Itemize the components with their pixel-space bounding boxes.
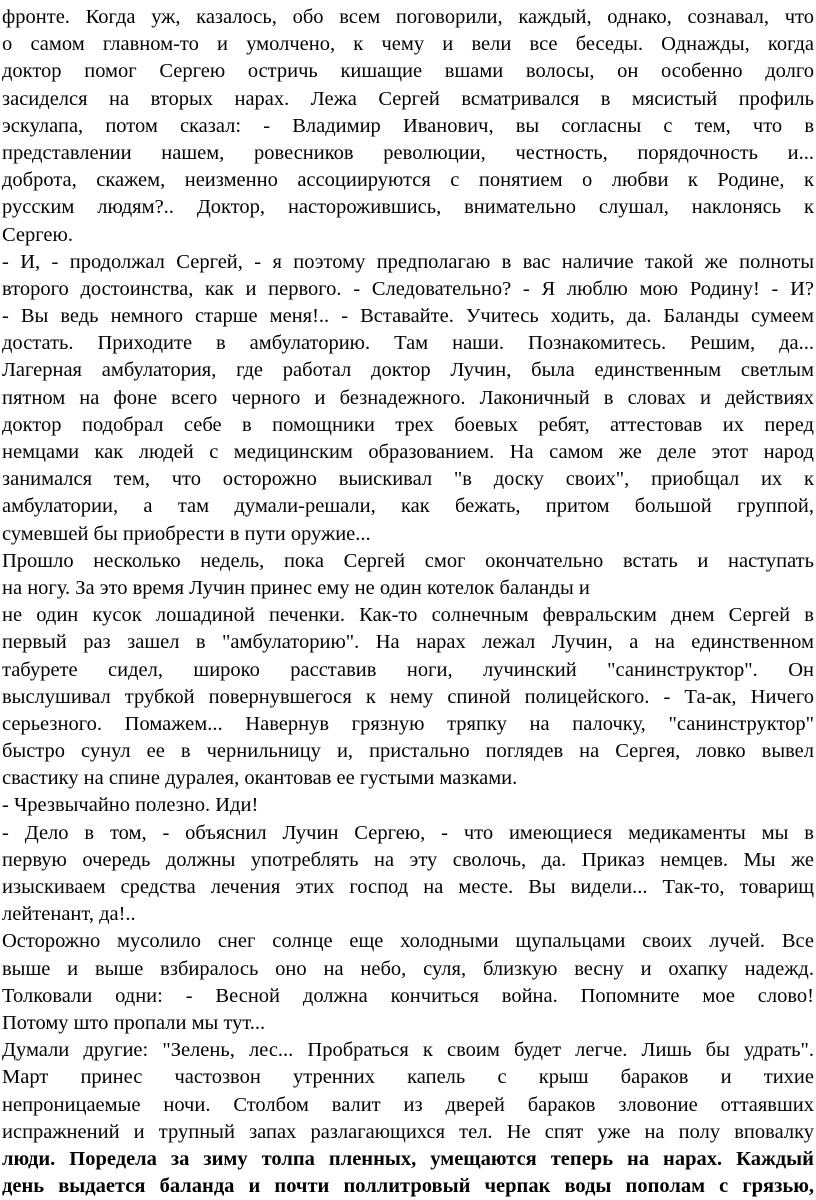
text-line: изыскиваем средства лечения этих господ на месте. Вы видели... Так-то, товарищ xyxy=(2,876,814,898)
text-line: не один кусок лошадиной печенки. Как-то солнечным февральским днем Сергей в xyxy=(2,604,814,627)
text-line: выше и выше взбиралось оно на небо, суля, близкую весну и охапку надежд. xyxy=(2,957,814,980)
text-line: доктор помог Сергею остричь кишащие вшами волосы, он особенно долго xyxy=(2,60,814,83)
text-line: день выдается баланда и почти поллитровый черпак воды пополам с грязью, xyxy=(2,1175,814,1198)
text-line: первый раз зашел в "амбулаторию". На нарах лежал Лучин, а на единственном xyxy=(2,631,814,654)
text-line: Осторожно мусолило снег солнце еще холодными щупальцами своих лучей. Все xyxy=(2,930,814,953)
text-line: сумевшей бы приобрести в пути оружие... xyxy=(2,522,371,545)
text-line: засиделся на вторых нарах. Лежа Сергей всматривался в мясистый профиль xyxy=(2,87,814,110)
text-line: доктор подобрал себе в помощники трех боевых ребят, аттестовав их перед xyxy=(2,413,814,436)
text-line: эскулапа, потом сказал: - Владимир Иванович, вы согласны с тем, что в xyxy=(2,114,814,137)
text-line: Лагерная амбулатория, где работал доктор Лучин, была единственным светлым xyxy=(2,359,814,382)
text-line: серьезного. Помажем... Навернув грязную тряпку на палочку, "санинструктор" xyxy=(2,712,814,735)
text-line: - И, - продолжал Сергей, - я поэтому предполагаю в вас наличие такой же полноты xyxy=(2,250,814,273)
text-line: непроницаемые ночи. Столбом валит из дверей бараков зловоние оттаявших xyxy=(2,1093,814,1116)
text-line: табурете сидел, широко расставив ноги, лучинский "санинструктор". Он xyxy=(2,658,814,681)
text-line: - Вы ведь немного старше меня!.. - Вставайте. Учитесь ходить, да. Баланды сумеем xyxy=(2,305,814,328)
text-line: достать. Приходите в амбулаторию. Там наши. Познакомитесь. Решим, да... xyxy=(2,332,814,355)
text-line: - Чрезвычайно полезно. Иди! xyxy=(2,794,259,817)
text-line: амбулатории, а там думали-решали, как бежать, притом большой группой, xyxy=(2,495,814,518)
text-line: испражнений и трупный запах разлагающихся тел. Не спят уже на полу вповалку xyxy=(2,1120,814,1143)
text-line: Потому што пропали мы тут... xyxy=(2,1011,266,1034)
text-line: о самом главном-то и умолчено, к чему и вели все беседы. Однажды, когда xyxy=(2,33,814,56)
text-line: фронте. Когда уж, казалось, обо всем поговорили, каждый, однако, сознавал, что xyxy=(2,6,814,28)
text-line: немцами как людей с медицинским образованием. На самом же деле этот народ xyxy=(2,441,814,463)
text-line: первую очередь должны употреблять на эту сволочь, да. Приказ немцев. Мы же xyxy=(2,848,814,871)
text-line: Сергею. xyxy=(2,223,73,246)
text-line: второго достоинства, как и первого. - Следовательно? - Я люблю мою Родину! - И? xyxy=(2,277,814,300)
document-body-text xyxy=(2,4,814,1200)
text-line: лейтенант, да!.. xyxy=(2,903,136,926)
text-line: занимался тем, что осторожно выискивал "в доску своих", приобщал их к xyxy=(2,468,814,491)
text-line: быстро сунул ее в чернильницу и, пристально поглядев на Сергея, ловко вывел xyxy=(2,740,814,763)
text-line: на ногу. За это время Лучин принес ему не один котелок баланды и xyxy=(2,576,590,599)
text-line: свастику на спине дуралея, окантовав ее густыми мазками. xyxy=(2,767,518,790)
text-line: - Дело в том, - объяснил Лучин Сергею, - что имеющиеся медикаменты мы в xyxy=(2,821,814,844)
text-line: Толковали одни: - Весной должна кончиться война. Попомните мое слово! xyxy=(2,984,814,1007)
text-line: люди. Поредела за зиму толпа пленных, умещаются теперь на нарах. Каждый xyxy=(2,1147,814,1170)
text-line: пятном на фоне всего черного и безнадежного. Лаконичный в словах и действиях xyxy=(2,386,814,409)
text-line: Думали другие: "Зелень, лес... Пробраться к своим будет легче. Лишь бы удрать". xyxy=(2,1039,814,1062)
text-line: русским людям?.. Доктор, насторожившись, внимательно слушал, наклонясь к xyxy=(2,196,814,219)
text-line: Март принес частозвон утренних капель с крыш бараков и тихие xyxy=(2,1066,814,1089)
text-line: Прошло несколько недель, пока Сергей смог окончательно встать и наступать xyxy=(2,549,814,572)
text-line: представлении нашем, ровесников революции, честность, порядочность и... xyxy=(2,141,814,164)
text-line: выслушивал трубкой повернувшегося к нему спиной полицейского. - Та-ак, Ничего xyxy=(2,685,814,708)
text-line: доброта, скажем, неизменно ассоциируются с понятием о любви к Родине, к xyxy=(2,169,814,192)
